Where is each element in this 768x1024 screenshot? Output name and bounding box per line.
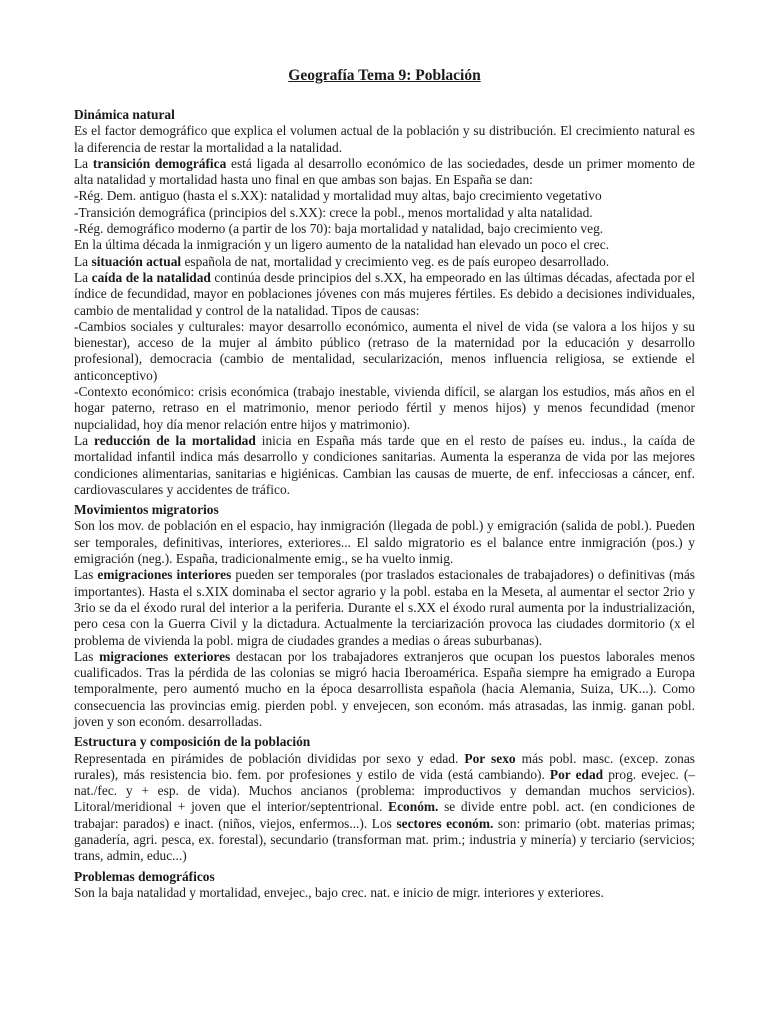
text-run: En la última década la inmigración y un ligero aumento de la natalidad han elevado un poco el crec. <box>74 237 610 253</box>
section-heading: Movimientos migratorios <box>74 502 219 518</box>
section <box>74 502 695 730</box>
text-run: Representada en pirámides de población divididas por sexo y edad. <box>74 750 465 766</box>
document-body <box>74 107 695 901</box>
text-run: española de nat, mortalidad y crecimiento veg. es de país europeo desarrollado. <box>181 253 610 269</box>
text-run: más pobl. masc. (excep. zonas rurales), más resistencia bio. fem. por profesiones y estilo de vida (está cambiando). <box>74 750 695 782</box>
section <box>74 734 695 864</box>
bold-term: migraciones exteriores <box>99 648 231 664</box>
section-heading: Estructura y composición de la población <box>74 734 311 750</box>
text-run: -Transición demográfica (principios del s.XX): crece la pobl., menos mortalidad y alta natalidad. <box>74 204 593 220</box>
bold-term: Económ. <box>388 799 439 815</box>
paragraph <box>74 188 695 204</box>
paragraph <box>74 237 695 253</box>
paragraph <box>74 123 695 156</box>
section <box>74 869 695 902</box>
paragraph <box>74 384 695 433</box>
text-run: -Rég. demográfico moderno (a partir de los 70): baja mortalidad y natalidad, bajo crecimiento veg. <box>74 221 604 237</box>
paragraph <box>74 751 695 865</box>
bold-term: Por edad <box>549 766 604 782</box>
text-run: está ligada al desarrollo económico de las sociedades, desde un primer momento de alta natalidad y mortalidad hasta uno final en que ambas son bajas. En España se dan: <box>74 155 695 188</box>
bold-term: transición demográfica <box>92 155 227 171</box>
text-run: destacan por los trabajadores extranjeros que ocupan los puestos laborales menos cualificados. Tras la pérdida de las colonias se migró hacia Iberoamérica. España siempre ha emigrado a Europa temporalmente, pero aumentó mucho en la época desarrollista española (hacia Alemania, Suiza, UK...). Como consecuencia las provincias emig. pierden pobl. y envejecen, son económ. más atrasadas, las inmig. ganan pobl. joven y son económ. desarrolladas. <box>74 648 695 729</box>
text-run: pueden ser temporales (por traslados estacionales de trabajadores) o definitivas (más importantes). Hasta el s.XIX dominaba el sector agrario y la pobl. estaba en la Meseta, al aumentar el sector 2rio y 3rio se da el éxodo rural del interior a la periferia. Durante el s.XX el éxodo rural aumenta por la industrialización, pero cesa con la Guerra Civil y la dictadura. Actualmente la terciarización provoca las ciudades dormitorio (x el problema de vivienda la pobl. migra de ciudades grandes a medias o áreas suburbanas). <box>74 567 696 648</box>
text-run: -Contexto económico: crisis económica (trabajo inestable, vivienda difícil, se alargan los estudios, más años en el hogar paterno, retraso en el matrimonio, menor periodo fértil y menos hijos) y menos fecundidad (menor nupcialidad, hoy día menor relación entre hijos y matrimonio). <box>74 384 695 432</box>
text-run: continúa desde principios del s.XX, ha empeorado en las últimas décadas, afectada por el índice de fecundidad, mayor en poblaciones jóvenes con más mujeres fértiles. Es debido a decisiones individuales, cambio de mentalidad y control de la natalidad. Tipos de causas: <box>74 269 695 318</box>
paragraph <box>74 156 695 189</box>
paragraph <box>74 518 695 567</box>
paragraph <box>74 885 695 901</box>
bold-term: sectores económ. <box>396 815 494 831</box>
text-run: inicia en España más tarde que en el resto de países eu. indus., la caída de mortalidad infantil indica más desarrollo y condiciones sanitarias. Aumenta la esperanza de vida por las mejores condiciones alimentarias, sanitarias e higiénicas. Cambian las causas de muerte, de enf. infecciosas a cáncer, enf. cardiovasculares y accidentes de tráfico. <box>74 432 695 497</box>
text-run: Las <box>74 648 100 664</box>
text-run: -Cambios sociales y culturales: mayor desarrollo económico, aumenta el nivel de vida (se valora a los hijos y su bienestar), acceso de la mujer al ámbito público (retraso de la maternidad por la educación y desarrollo profesional), democracia (cambio de mentalidad, secularización, menos influencia religiosa, se extiende el anticonceptivo) <box>74 318 695 383</box>
text-run: La <box>74 269 92 285</box>
text-run: Las <box>74 567 98 583</box>
bold-term: situación actual <box>91 253 182 269</box>
section-heading: Dinámica natural <box>74 107 175 122</box>
paragraph <box>74 433 695 498</box>
text-run: prog. evejec. (– nat./fec. y + esp. de vida). Muchos ancianos (problema: improductivos y demandan muchos servicios). Litoral/meridional + joven que el interior/septentrional. <box>74 766 695 815</box>
paragraph <box>74 221 695 237</box>
text-run: La <box>74 253 92 269</box>
document-title: Geografía Tema 9: Población <box>288 67 481 84</box>
paragraph <box>74 270 695 319</box>
document-page <box>74 66 695 905</box>
bold-term: reducción de la mortalidad <box>94 432 256 448</box>
paragraph <box>74 319 695 384</box>
paragraph <box>74 567 695 648</box>
paragraph <box>74 205 695 221</box>
paragraph <box>74 649 695 730</box>
text-run: Son la baja natalidad y mortalidad, envejec., bajo crec. nat. e inicio de migr. interiores y exteriores. <box>74 884 604 900</box>
text-run: -Rég. Dem. antiguo (hasta el s.XX): natalidad y mortalidad muy altas, bajo crecimiento vegetativo <box>74 188 602 204</box>
text-run: son: primario (obt. materias primas; ganadería, agri. pesca, ex. forestal), secundario (transforman mat. prim.; industria y minería) y terciario (servicios; trans, admin, educ...) <box>74 815 696 864</box>
text-run: Son los mov. de población en el espacio, hay inmigración (llegada de pobl.) y emigración (salida de pobl.). Pueden ser temporales, definitivas, interiores, exteriores... El saldo migratorio es el balance entre inmigración (pos.) y emigración (neg.). España, tradicionalmente emig., se ha vuelto inmig. <box>74 518 695 567</box>
bold-term: Por sexo <box>464 750 516 766</box>
text-run: La <box>74 155 93 171</box>
text-run: La <box>74 432 95 448</box>
text-run: Es el factor demográfico que explica el volumen actual de la población y su distribución. El crecimiento natural es la diferencia de restar la mortalidad a la natalidad. <box>74 123 695 155</box>
text-run: se divide entre pobl. act. (en condiciones de trabajar: parados) e inact. (niños, viejos, enfermos...). Los <box>74 799 695 831</box>
bold-term: caída de la natalidad <box>91 269 211 285</box>
section-heading: Problemas demográficos <box>74 868 215 884</box>
section <box>74 107 695 498</box>
paragraph <box>74 254 695 270</box>
bold-term: emigraciones interiores <box>97 567 232 583</box>
